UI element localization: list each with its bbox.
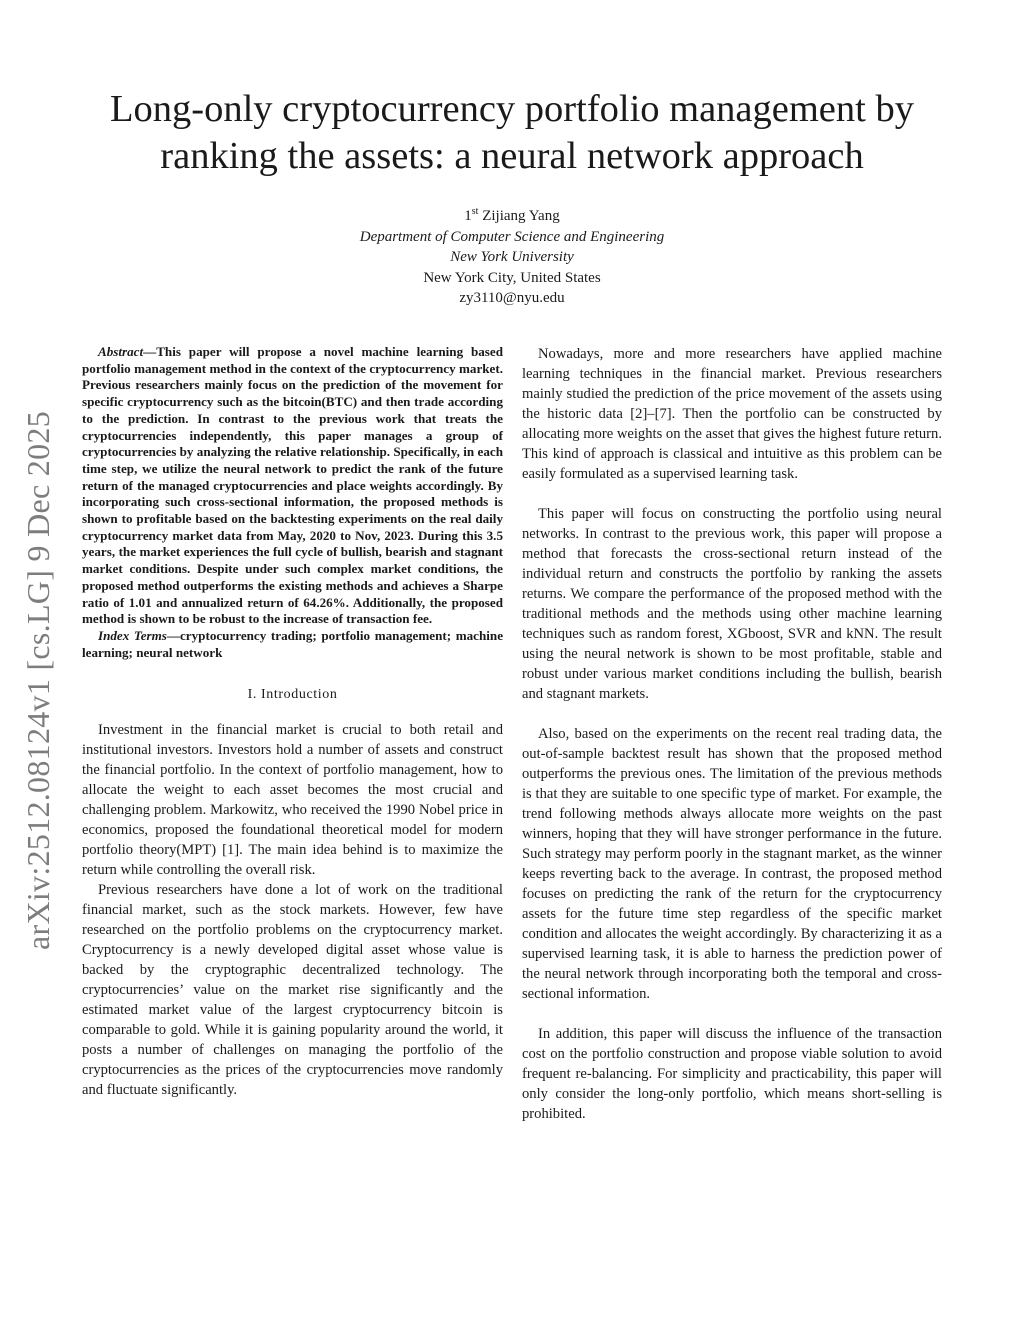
abstract-label: Abstract	[98, 344, 144, 359]
abstract	[82, 344, 503, 628]
author-location: New York City, United States	[423, 269, 601, 286]
author-email: zy3110@nyu.edu	[459, 290, 565, 306]
section-heading-introduction: I. Introduction	[247, 687, 338, 703]
body-paragraph: Nowadays, more and more researchers have applied machine learning techniques in the financial market. Previous researchers mainly studied the prediction of the price movement of the assets using the historic data [2]–[7]. Then the portfolio can be constructed by allocating more weights on the asset that gives the highest future return. This kind of approach is classical and intuitive as this problem can be easily formulated as a supervised learning task.	[522, 346, 942, 482]
title-line-1: Long-only cryptocurrency portfolio management by	[110, 88, 914, 130]
arxiv-identifier: arXiv:2512.08124v1 [cs.LG] 9 Dec 2025	[19, 410, 56, 950]
author-ordinal: 1	[464, 208, 472, 224]
author-block	[260, 202, 764, 309]
arxiv-stamp	[18, 380, 58, 980]
index-terms-text: —cryptocurrency trading; portfolio management; machine learning; neural network	[82, 627, 503, 660]
body-paragraph: This paper will focus on constructing the portfolio using neural networks. In contrast to the previous work, this paper will propose a method that forecasts the cross-sectional return instead of the individual return and constructs the portfolio by ranking the assets returns. We compare the performance of the proposed method with the traditional methods and the methods using other machine learning techniques such as random forest, XGboost, SVR and kNN. The result using the neural network is shown to be most profitable, stable and robust under various market conditions including the bullish, bearish and stagnant markets.	[522, 506, 942, 702]
author-university: New York University	[450, 249, 574, 265]
title-line-2: ranking the assets: a neural network approach	[160, 135, 864, 177]
right-column	[522, 344, 942, 1144]
paper-title	[60, 86, 964, 180]
body-paragraph: In addition, this paper will discuss the influence of the transaction cost on the portfolio construction and propose viable solution to avoid frequent re-balancing. For simplicity and practicability, this paper will only consider the long-only portfolio, which means short-selling is prohibited.	[522, 1026, 942, 1122]
author-name-line	[260, 202, 764, 227]
intro-paragraph: Investment in the financial market is crucial to both retail and institutional investors. Investors hold a number of assets and construct the financial portfolio. In the context of portfolio management, how to allocate the weight to each asset becomes the most crucial and challenging problem. Markowitz, who received the 1990 Nobel price in economics, proposed the foundational theoretical model for modern portfolio theory(MPT) [1]. The main idea behind is to maximize the return while controlling the overall risk.	[82, 722, 503, 879]
left-column	[82, 344, 503, 1100]
intro-paragraph: Previous researchers have done a lot of work on the traditional financial market, such as the stock markets. However, few have researched on the portfolio problems on the cryptocurrency market. Cryptocurrency is a newly developed digital asset whose value is backed by the cryptographic decentralized technology. The cryptocurrencies’ value on the market rise significantly and the estimated market value of the largest cryptocurrency bitcoin is comparable to gold. While it is gaining popularity around the world, it posts a number of challenges on managing the portfolio of the cryptocurrencies as the prices of the cryptocurrencies move randomly and fluctuate significantly.	[82, 882, 503, 1099]
body-paragraph: Also, based on the experiments on the recent real trading data, the out-of-sample backtest result has shown that the proposed method outperforms the previous ones. The limitation of the previous methods is that they are suitable to one specific type of market. For example, the trend following methods always allocate more weights on the past winners, hoping that they will have stronger performance in the future. Such strategy may perform poorly in the stagnant market, as the winner keeps reverting back to the average. In contrast, the proposed method focuses on predicting the rank of the return for the cryptocurrency assets for the future time step regardless of the specific market condition and allocates the weight accordingly. By characterizing it as a supervised learning task, it is able to harness the prediction power of the neural network through incorporating both the temporal and cross-sectional information.	[522, 726, 942, 1002]
index-terms-label: Index Terms	[98, 627, 167, 643]
author-ordinal-suffix: st	[471, 206, 479, 217]
author-name: Zijiang Yang	[482, 208, 560, 224]
index-terms	[82, 628, 503, 661]
abstract-text: —This paper will propose a novel machine learning based portfolio management method in the context of the cryptocurrency market. Previous researchers mainly focus on the prediction of the movement for specific cryptocurrency such as the bitcoin(BTC) and then trade according to the prediction. In contrast to the previous work that treats the cryptocurrencies independently, this paper manages a group of cryptocurrencies by analyzing the relative relationship. Specifically, in each time step, we utilize the neural network to predict the rank of the future return of the managed cryptocurrencies and place weights accordingly. By incorporating such cross-sectional information, the proposed methods is shown to profitable based on the backtesting experiments on the real daily cryptocurrency market data from May, 2020 to Nov, 2023. During this 3.5 years, the market experiences the full cycle of bullish, bearish and stagnant market conditions. Despite under such complex market conditions, the proposed method outperforms the existing methods and achieves a Sharpe ratio of 1.01 and annualized return of 64.26%. Additionally, the proposed method is shown to be robust to the increase of transaction fee.	[82, 344, 503, 627]
author-department: Department of Computer Science and Engineering	[359, 228, 665, 245]
